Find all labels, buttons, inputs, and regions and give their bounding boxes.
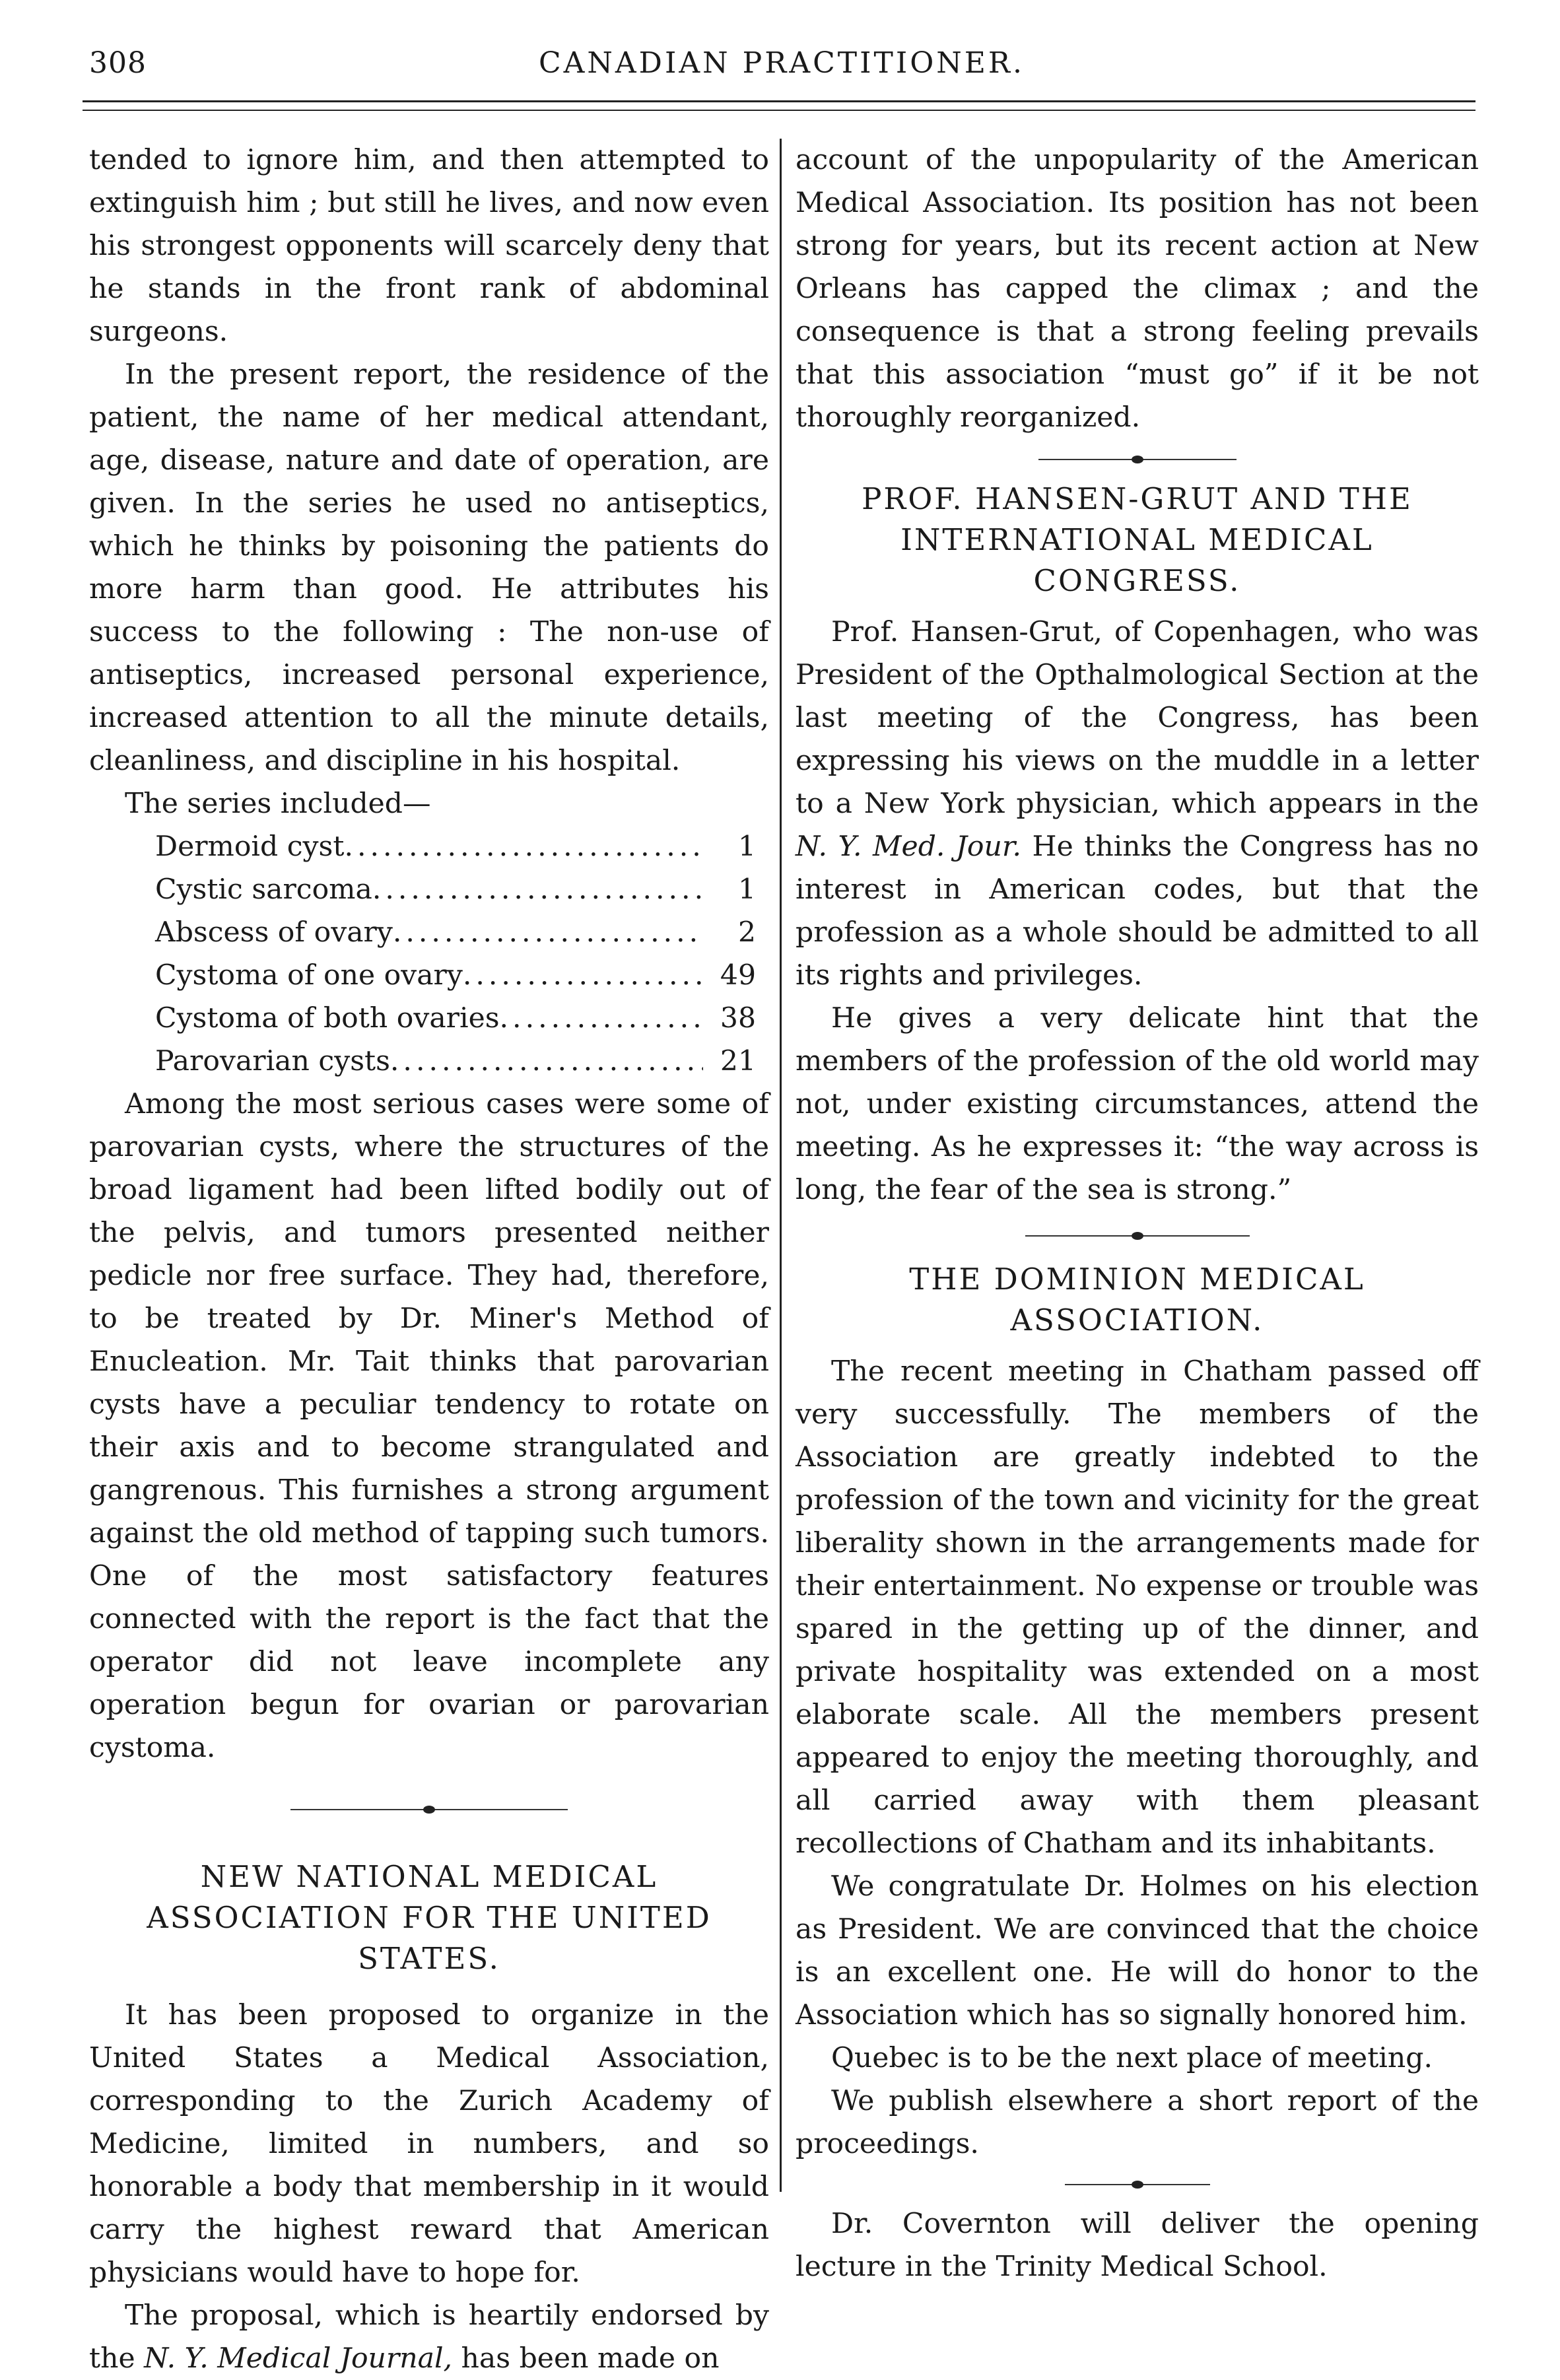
section-heading: NEW NATIONAL MEDICAL ASSOCIATION FOR THE UNITED STATES.	[147, 1859, 712, 1976]
right-column	[796, 139, 1479, 2288]
running-title: CANADIAN PRACTITIONER.	[538, 46, 1025, 80]
list-item: Abscess of ovary ..... 2	[89, 911, 769, 954]
left-paragraph-5: The proposal, which is heartily endorsed by the N. Y. Medical Journal, has been made on	[89, 2299, 769, 2375]
list-item: Parovarian cysts ..... 21	[89, 1040, 769, 1083]
header-rule-thin	[83, 110, 1475, 111]
section-separator	[1065, 2184, 1210, 2185]
left-paragraph-2: In the present report, the residence of the patient, the name of her medical attendant, age, disease, nature and date of operation, are given. In the series he used no antiseptics, which he thinks by poisoning the patients do more harm than good. He attributes his success to the following : The non-use of antiseptics, increased personal experience, increased attention to all the minute details, cleanliness, and discipline in his hospital.	[89, 358, 769, 777]
page-number: 308	[89, 46, 147, 80]
section-separator	[1038, 459, 1237, 460]
section-separator	[290, 1809, 568, 1810]
header-rule	[83, 100, 1475, 102]
right-paragraph-8: Dr. Covernton will deliver the opening lecture in the Trinity Medical School.	[796, 2208, 1479, 2283]
right-paragraph-5: We congratulate Dr. Holmes on his election as President. We are convinced that the choice is an excellent one. He will do honor to the Association which has so signally honored him.	[796, 1870, 1479, 2031]
section-heading: THE DOMINION MEDICAL ASSOCIATION.	[909, 1262, 1365, 1338]
list-item: Cystoma of one ovary ..... 49	[89, 954, 769, 997]
left-column	[89, 139, 769, 2380]
left-paragraph-1: tended to ignore him, and then attempted to extinguish him ; but still he lives, and now even his strongest opponents will scarcely deny that he stands in the front rank of abdominal surgeons.	[89, 144, 769, 348]
section-heading: PROF. HANSEN-GRUT AND THE INTERNATIONAL MEDICAL CONGRESS.	[862, 481, 1413, 598]
left-paragraph-3: Among the most serious cases were some of parovarian cysts, where the structures of the broad ligament had been lifted bodily out of the pelvis, and tumors presented neither pedicle nor free surface. They had, therefore, to be treated by Dr. Miner's Method of Enucleation. Mr. Tait thinks that parovarian cysts have a peculiar tendency to rotate on their axis and to become strangulated and gangrenous. This furnishes a strong argument against the old method of tapping such tumors. One of the most satisfactory features connected with the report is the fact that the operator did not leave incomplete any operation begun for ovarian or parovarian cystoma.	[89, 1088, 769, 1764]
list-item: Cystic sarcoma ..... 1	[89, 868, 769, 911]
section-separator	[1025, 1235, 1250, 1237]
right-paragraph-4: The recent meeting in Chatham passed off very successfully. The members of the Association are greatly indebted to the profession of the town and vicinity for the great liberality shown in the arrangements made for their entertainment. No expense or trouble was spared in the getting up of the dinner, and private hospitality was extended on a most elaborate scale. All the members present appeared to enjoy the meeting thoroughly, and all carried away with them pleasant recollections of Chatham and its inhabitants.	[796, 1355, 1479, 1860]
right-paragraph-1: account of the unpopularity of the American Medical Association. Its position has not been strong for years, but its recent action at New Orleans has capped the climax ; and the consequence is that a strong feeling prevails that this association “must go” if it be not thoroughly reorganized.	[796, 144, 1479, 434]
list-item: Dermoid cyst ..... 1	[89, 825, 769, 868]
series-list	[89, 825, 769, 1083]
right-paragraph-3: He gives a very delicate hint that the members of the profession of the old world may not, under existing circumstances, attend the meeting. As he expresses it: “the way across is long, the fear of the sea is strong.”	[796, 1002, 1479, 1206]
page-header	[83, 46, 1481, 92]
right-paragraph-7: We publish elsewhere a short report of the proceedings.	[796, 2085, 1479, 2160]
right-paragraph-6: Quebec is to be the next place of meeting.	[831, 2042, 1433, 2074]
series-intro: The series included—	[125, 788, 431, 820]
left-paragraph-4: It has been proposed to organize in the United States a Medical Association, corresponding to the Zurich Academy of Medicine, limited in numbers, and so honorable a body that membership in it would carry the highest reward that American physicians would have to hope for.	[89, 1999, 769, 2289]
column-divider	[780, 139, 782, 2192]
right-paragraph-2: Prof. Hansen-Grut, of Copenhagen, who was President of the Opthalmological Section at the last meeting of the Congress, has been expressing his views on the muddle in a letter to a New York physician, which appears in the N. Y. Med. Jour. He thinks the Congress has no interest in American codes, but that the profession as a whole should be admitted to all its rights and privileges.	[796, 616, 1479, 992]
list-item: Cystoma of both ovaries ..... 38	[89, 997, 769, 1040]
